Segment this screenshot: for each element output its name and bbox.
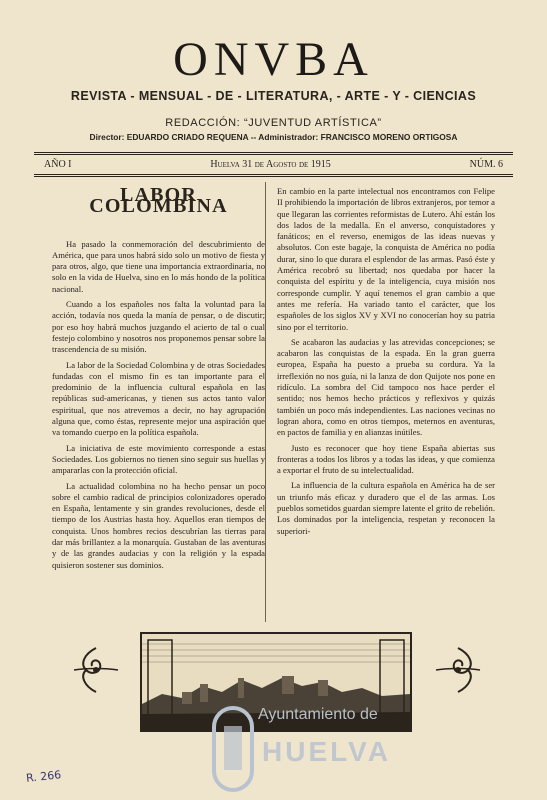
paragraph: La iniciativa de este movimiento corresponde a estas Sociedades. Los gobiernos no tienen sino seguir sus huellas y ampararlas con la protección oficial.	[52, 442, 265, 476]
column-divider	[265, 182, 266, 622]
watermark-line1: Ayuntamiento de	[258, 706, 378, 723]
top-rule-double	[34, 154, 513, 155]
paragraph: La labor de la Sociedad Colombina y de otras Sociedades fundadas con el mismo fin es tan importante para el predominio de la influencia cultural española en las repúblicas sud-americanas, y tienen sus actos tanto valor espiritual, que nos atrevemos a decir, no hay agrupación alguna que, como éstas, represente mejor una aspiración que va tomando cuerpo en la política española.	[52, 359, 265, 438]
archive-stamp: R. 266	[25, 768, 62, 785]
paragraph: Cuando a los españoles nos falta la voluntad para la acción, todavía nos queda la manía de pensar, o de discutir; por eso hoy habrá muchos juzgando el acierto de tal o cual festejo colombino y nosotros nos proponemos pensar sobre la trascendencia de su misión.	[52, 299, 265, 355]
right-ornament-icon	[428, 640, 488, 700]
paragraph: Se acabaron las audacias y las atrevidas concepciones; se acabaron las conquistas de la espada. En la gran guerra europea, España ha puesto a prueba su cordura. Ya la irreflexión no nos guía, ni la lanza de don Quijote nos pone en ridículo. La sombra del Cid tampoco nos hace perder el sentido; nos hemos hecho prácticos y reflexivos y quizás también un poco más independientes. Las naciones vecinas no logran ahora, como en otros tiempos, meternos en aventuras, en pactos de familia y en alianzas inútiles.	[277, 336, 495, 438]
archive-shield-icon	[212, 706, 254, 792]
top-rule	[34, 152, 513, 153]
issue-dateline: Huelva 31 de Agosto de 1915	[210, 158, 331, 170]
paragraph: La influencia de la cultura española en América ha de ser un triunfo más eficaz y duradero que el de las armas. Los pueblos sometidos guardan siempre latente el grito de rebelión. Los dominados por la inteligencia, respetan y reconocen la superiori-	[277, 480, 495, 536]
issue-infobar	[34, 156, 513, 172]
paragraph: Ha pasado la conmemoración del descubrimiento de América, que para unos habrá sido solo un motivo de fiesta y para otros, algo, que tiene una importancia extraordinaria, no solo en la vida de Huelva, sino en lo más hondo de la política nacional.	[52, 238, 265, 294]
watermark-line2: HUELVA	[262, 736, 391, 767]
issue-year: AÑO I	[44, 158, 72, 170]
masthead-staff: Director: EDUARDO CRIADO REQUENA -- Administrador: FRANCISCO MORENO ORTIGOSA	[89, 132, 458, 142]
masthead-subtitle: REVISTA - MENSUAL - DE - LITERATURA, - ARTE - Y - CIENCIAS	[70, 89, 477, 103]
bottom-rule	[34, 174, 513, 175]
masthead-title: ONVBA	[173, 33, 374, 86]
bottom-rule-double	[34, 176, 513, 177]
paragraph: En cambio en la parte intelectual nos encontramos con Felipe II prohibiendo la importación de libros extranjeros, por temor a que llegaran las corrientes reformistas de Lutero. Ahí están los dos lados de la medalla. En el anverso, conquistadores y fanáticos; en el reverso, enemigos de las ideas nuevas y absolutos. Con este bagaje, la conquista de América no podía durar, sino lo que durara el esplendor de las armas. Pasó éste y América recobró su libertad; nos quedaba por hacer la conquista del espíritu y de la inteligencia, cuya misión nos corresponde cumplir. Y aquí tenemos el gran cambio a que antes me refería. Ha variado tanto el carácter, que los españoles de los siglos XV y XVI no conocerían hoy su patria sino por el territorio.	[277, 186, 495, 332]
article-title: LABOR COLOMBINA	[89, 184, 228, 218]
article-column-right	[277, 186, 495, 541]
article-column-left	[52, 186, 265, 575]
left-ornament-icon	[66, 640, 126, 700]
issue-number: NÚM. 6	[469, 158, 503, 170]
masthead-redaccion: REDACCIÓN: “JUVENTUD ARTÍSTICA”	[165, 117, 382, 129]
paragraph: La actualidad colombina no ha hecho pensar un poco sobre el cambio radical de principios colonizadores operado en España, lentamente y sin grandes revoluciones, desde el tiempo de los Austrias hasta hoy. Aquellos eran tiempos de conquista. Unos hombres recios descubrían las tierras para dar más brillantez a la monarquía. Gustaban de las aventuras y de las grandes audacias y con la religión y la espada quisieron sostener sus dominios.	[52, 480, 265, 570]
paragraph: Justo es reconocer que hoy tiene España abiertas sus fronteras a todos los libros y a todas las ideas, y que comienza a exportar el fruto de su intelectualidad.	[277, 442, 495, 476]
